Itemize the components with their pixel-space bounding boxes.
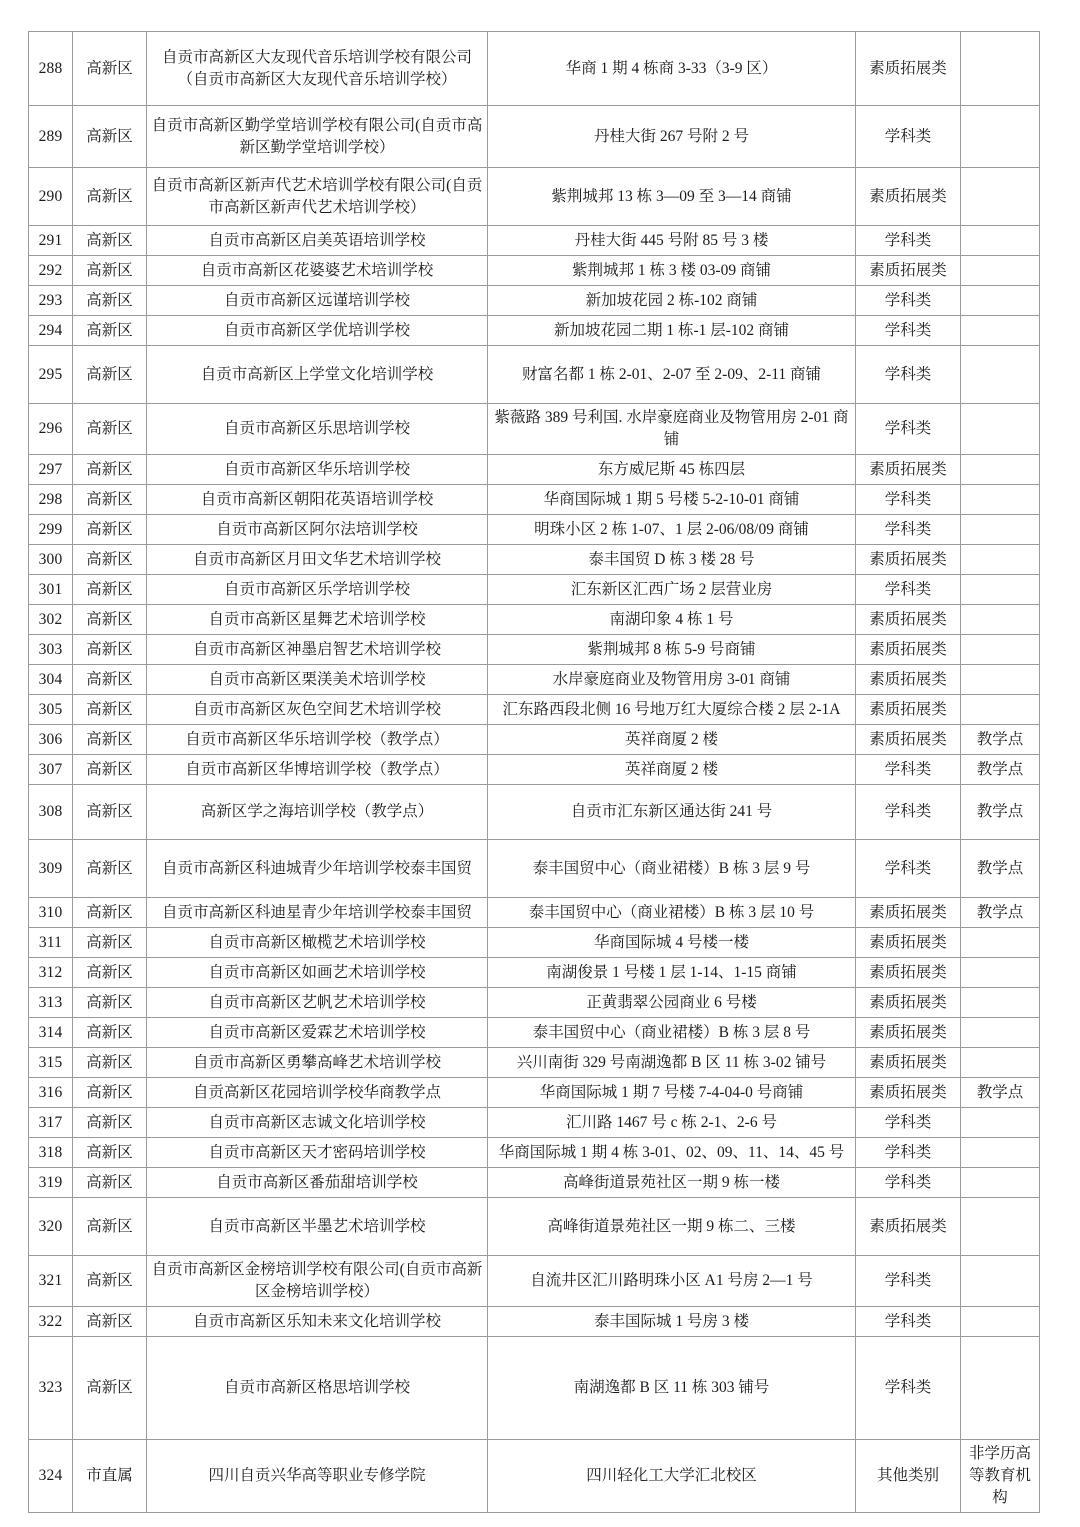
table-row (29, 785, 1040, 840)
row-category: 学科类 (856, 226, 961, 256)
row-school-name: 自贡市高新区橄榄艺术培训学校 (147, 928, 488, 958)
row-school-name: 自贡市高新区远谨培训学校 (147, 286, 488, 316)
row-category: 素质拓展类 (856, 635, 961, 665)
table-row (29, 545, 1040, 575)
table-row (29, 168, 1040, 226)
row-address: 水岸豪庭商业及物管用房 3-01 商铺 (488, 665, 856, 695)
row-district: 高新区 (73, 1168, 147, 1198)
row-school-name: 自贡市高新区阿尔法培训学校 (147, 515, 488, 545)
table-row (29, 226, 1040, 256)
row-note (961, 106, 1040, 168)
row-index: 301 (29, 575, 73, 605)
row-district: 高新区 (73, 575, 147, 605)
row-index: 324 (29, 1440, 73, 1513)
row-index: 299 (29, 515, 73, 545)
row-address: 泰丰国贸 D 栋 3 楼 28 号 (488, 545, 856, 575)
row-address: 紫薇路 389 号利国. 水岸豪庭商业及物管用房 2-01 商铺 (488, 404, 856, 455)
row-district: 高新区 (73, 106, 147, 168)
row-school-name: 自贡市高新区如画艺术培训学校 (147, 958, 488, 988)
row-index: 295 (29, 346, 73, 404)
row-address: 自流井区汇川路明珠小区 A1 号房 2—1 号 (488, 1256, 856, 1307)
row-school-name: 四川自贡兴华高等职业专修学院 (147, 1440, 488, 1513)
row-district: 高新区 (73, 785, 147, 840)
row-school-name: 自贡市高新区志诚文化培训学校 (147, 1108, 488, 1138)
row-district: 高新区 (73, 545, 147, 575)
row-address: 四川轻化工大学汇北校区 (488, 1440, 856, 1513)
row-school-name: 自贡市高新区大友现代音乐培训学校有限公司（自贡市高新区大友现代音乐培训学校） (147, 32, 488, 106)
row-category: 素质拓展类 (856, 1078, 961, 1108)
table-row (29, 928, 1040, 958)
row-index: 304 (29, 665, 73, 695)
row-address: 东方威尼斯 45 栋四层 (488, 455, 856, 485)
table-row (29, 485, 1040, 515)
row-note (961, 1018, 1040, 1048)
row-district: 高新区 (73, 1198, 147, 1256)
row-category: 素质拓展类 (856, 928, 961, 958)
row-category: 素质拓展类 (856, 605, 961, 635)
row-note (961, 665, 1040, 695)
table-row (29, 665, 1040, 695)
row-school-name: 自贡市高新区勇攀高峰艺术培训学校 (147, 1048, 488, 1078)
row-address: 华商国际城 1 期 7 号楼 7-4-04-0 号商铺 (488, 1078, 856, 1108)
row-district: 高新区 (73, 988, 147, 1018)
row-category: 学科类 (856, 1307, 961, 1337)
row-category: 素质拓展类 (856, 455, 961, 485)
row-index: 302 (29, 605, 73, 635)
row-note (961, 286, 1040, 316)
row-category: 学科类 (856, 404, 961, 455)
row-note (961, 958, 1040, 988)
row-district: 高新区 (73, 755, 147, 785)
table-row (29, 455, 1040, 485)
row-index: 298 (29, 485, 73, 515)
table-row (29, 695, 1040, 725)
row-note (961, 515, 1040, 545)
table-row (29, 316, 1040, 346)
row-index: 321 (29, 1256, 73, 1307)
table-row (29, 1078, 1040, 1108)
row-district: 高新区 (73, 1337, 147, 1440)
row-category: 学科类 (856, 1256, 961, 1307)
row-school-name: 自贡市高新区华乐培训学校 (147, 455, 488, 485)
row-index: 318 (29, 1138, 73, 1168)
row-school-name: 自贡市高新区月田文华艺术培训学校 (147, 545, 488, 575)
table-row (29, 575, 1040, 605)
row-district: 高新区 (73, 635, 147, 665)
table-row (29, 988, 1040, 1018)
row-address: 华商 1 期 4 栋商 3-33（3-9 区） (488, 32, 856, 106)
row-index: 290 (29, 168, 73, 226)
row-district: 高新区 (73, 958, 147, 988)
row-district: 高新区 (73, 1048, 147, 1078)
row-district: 高新区 (73, 1108, 147, 1138)
table-row (29, 32, 1040, 106)
row-index: 292 (29, 256, 73, 286)
row-district: 高新区 (73, 256, 147, 286)
row-index: 316 (29, 1078, 73, 1108)
row-school-name: 自贡市高新区格思培训学校 (147, 1337, 488, 1440)
row-note (961, 1138, 1040, 1168)
row-address: 华商国际城 1 期 4 栋 3-01、02、09、11、14、45 号 (488, 1138, 856, 1168)
table-row (29, 1138, 1040, 1168)
row-note (961, 1337, 1040, 1440)
row-address: 财富名都 1 栋 2-01、2-07 至 2-09、2-11 商铺 (488, 346, 856, 404)
row-address: 泰丰国贸中心（商业裙楼）B 栋 3 层 9 号 (488, 840, 856, 898)
row-district: 高新区 (73, 1078, 147, 1108)
row-index: 291 (29, 226, 73, 256)
row-category: 学科类 (856, 1108, 961, 1138)
row-note (961, 1048, 1040, 1078)
row-note (961, 1198, 1040, 1256)
row-category: 素质拓展类 (856, 988, 961, 1018)
row-address: 高峰街道景苑社区一期 9 栋二、三楼 (488, 1198, 856, 1256)
row-note (961, 404, 1040, 455)
row-category: 学科类 (856, 1138, 961, 1168)
row-category: 学科类 (856, 755, 961, 785)
row-note (961, 1108, 1040, 1138)
row-note: 教学点 (961, 725, 1040, 755)
row-index: 305 (29, 695, 73, 725)
row-note (961, 575, 1040, 605)
row-index: 317 (29, 1108, 73, 1138)
training-institution-table (28, 31, 1040, 1513)
table-row (29, 725, 1040, 755)
row-district: 高新区 (73, 725, 147, 755)
row-address: 高峰街道景苑社区一期 9 栋一楼 (488, 1168, 856, 1198)
row-note (961, 256, 1040, 286)
row-index: 310 (29, 898, 73, 928)
row-school-name: 自贡市高新区学优培训学校 (147, 316, 488, 346)
row-address: 英祥商厦 2 楼 (488, 755, 856, 785)
row-school-name: 自贡市高新区上学堂文化培训学校 (147, 346, 488, 404)
row-school-name: 自贡市高新区朝阳花英语培训学校 (147, 485, 488, 515)
row-school-name: 自贡高新区花园培训学校华商教学点 (147, 1078, 488, 1108)
row-note: 非学历高等教育机构 (961, 1440, 1040, 1513)
row-school-name: 自贡市高新区金榜培训学校有限公司(自贡市高新区金榜培训学校） (147, 1256, 488, 1307)
row-address: 华商国际城 1 期 5 号楼 5-2-10-01 商铺 (488, 485, 856, 515)
row-category: 学科类 (856, 575, 961, 605)
row-category: 学科类 (856, 485, 961, 515)
row-address: 紫荆城邦 1 栋 3 楼 03-09 商铺 (488, 256, 856, 286)
row-school-name: 自贡市高新区启美英语培训学校 (147, 226, 488, 256)
row-note (961, 32, 1040, 106)
row-index: 307 (29, 755, 73, 785)
row-district: 高新区 (73, 485, 147, 515)
row-school-name: 自贡市高新区半墨艺术培训学校 (147, 1198, 488, 1256)
row-address: 汇东新区汇西广场 2 层营业房 (488, 575, 856, 605)
row-district: 高新区 (73, 32, 147, 106)
row-district: 高新区 (73, 665, 147, 695)
row-index: 300 (29, 545, 73, 575)
row-category: 素质拓展类 (856, 1198, 961, 1256)
row-index: 294 (29, 316, 73, 346)
row-address: 新加坡花园 2 栋-102 商铺 (488, 286, 856, 316)
row-category: 素质拓展类 (856, 898, 961, 928)
row-note (961, 928, 1040, 958)
row-index: 288 (29, 32, 73, 106)
table-row (29, 898, 1040, 928)
row-category: 学科类 (856, 1337, 961, 1440)
row-category: 学科类 (856, 1168, 961, 1198)
row-category: 素质拓展类 (856, 168, 961, 226)
table-row (29, 605, 1040, 635)
row-district: 高新区 (73, 515, 147, 545)
row-district: 高新区 (73, 1307, 147, 1337)
row-address: 南湖印象 4 栋 1 号 (488, 605, 856, 635)
table-row (29, 1048, 1040, 1078)
row-category: 学科类 (856, 286, 961, 316)
table-row (29, 1307, 1040, 1337)
row-school-name: 高新区学之海培训学校（教学点） (147, 785, 488, 840)
row-school-name: 自贡市高新区乐学培训学校 (147, 575, 488, 605)
table-row (29, 635, 1040, 665)
row-category: 素质拓展类 (856, 695, 961, 725)
row-index: 315 (29, 1048, 73, 1078)
table-row (29, 346, 1040, 404)
row-note: 教学点 (961, 840, 1040, 898)
row-note (961, 316, 1040, 346)
row-address: 英祥商厦 2 楼 (488, 725, 856, 755)
row-district: 市直属 (73, 1440, 147, 1513)
row-school-name: 自贡市高新区栗渼美术培训学校 (147, 665, 488, 695)
row-school-name: 自贡市高新区乐知未来文化培训学校 (147, 1307, 488, 1337)
row-address: 紫荆城邦 8 栋 5-9 号商铺 (488, 635, 856, 665)
row-note (961, 455, 1040, 485)
table-row (29, 106, 1040, 168)
row-index: 323 (29, 1337, 73, 1440)
row-note (961, 988, 1040, 1018)
row-note: 教学点 (961, 1078, 1040, 1108)
row-note (961, 545, 1040, 575)
row-note: 教学点 (961, 898, 1040, 928)
row-school-name: 自贡市高新区天才密码培训学校 (147, 1138, 488, 1168)
row-address: 泰丰国贸中心（商业裙楼）B 栋 3 层 8 号 (488, 1018, 856, 1048)
row-district: 高新区 (73, 316, 147, 346)
row-address: 明珠小区 2 栋 1-07、1 层 2-06/08/09 商铺 (488, 515, 856, 545)
row-category: 学科类 (856, 346, 961, 404)
row-address: 泰丰国贸中心（商业裙楼）B 栋 3 层 10 号 (488, 898, 856, 928)
table-row (29, 840, 1040, 898)
row-address: 汇川路 1467 号 c 栋 2-1、2-6 号 (488, 1108, 856, 1138)
row-district: 高新区 (73, 1138, 147, 1168)
row-school-name: 自贡市高新区华乐培训学校（教学点） (147, 725, 488, 755)
row-category: 其他类别 (856, 1440, 961, 1513)
row-district: 高新区 (73, 1256, 147, 1307)
row-address: 汇东路西段北侧 16 号地万红大厦综合楼 2 层 2-1A (488, 695, 856, 725)
row-district: 高新区 (73, 404, 147, 455)
row-district: 高新区 (73, 928, 147, 958)
row-address: 南湖俊景 1 号楼 1 层 1-14、1-15 商铺 (488, 958, 856, 988)
row-school-name: 自贡市高新区灰色空间艺术培训学校 (147, 695, 488, 725)
row-district: 高新区 (73, 840, 147, 898)
row-note (961, 346, 1040, 404)
row-note (961, 695, 1040, 725)
table-row (29, 958, 1040, 988)
row-category: 学科类 (856, 785, 961, 840)
row-note (961, 605, 1040, 635)
row-index: 293 (29, 286, 73, 316)
table-row (29, 1440, 1040, 1513)
row-index: 311 (29, 928, 73, 958)
row-note (961, 1307, 1040, 1337)
row-district: 高新区 (73, 226, 147, 256)
row-index: 309 (29, 840, 73, 898)
row-address: 华商国际城 4 号楼一楼 (488, 928, 856, 958)
table-row (29, 1198, 1040, 1256)
table-row (29, 256, 1040, 286)
row-category: 学科类 (856, 106, 961, 168)
row-index: 303 (29, 635, 73, 665)
table-row (29, 286, 1040, 316)
row-index: 308 (29, 785, 73, 840)
row-district: 高新区 (73, 605, 147, 635)
row-category: 素质拓展类 (856, 32, 961, 106)
row-school-name: 自贡市高新区艺帆艺术培训学校 (147, 988, 488, 1018)
row-address: 自贡市汇东新区通达街 241 号 (488, 785, 856, 840)
row-district: 高新区 (73, 695, 147, 725)
row-school-name: 自贡市高新区爱霖艺术培训学校 (147, 1018, 488, 1048)
row-school-name: 自贡市高新区华博培训学校（教学点） (147, 755, 488, 785)
table-row (29, 1256, 1040, 1307)
row-index: 297 (29, 455, 73, 485)
row-school-name: 自贡市高新区星舞艺术培训学校 (147, 605, 488, 635)
row-district: 高新区 (73, 286, 147, 316)
row-district: 高新区 (73, 1018, 147, 1048)
table-row (29, 1018, 1040, 1048)
row-index: 296 (29, 404, 73, 455)
row-category: 素质拓展类 (856, 725, 961, 755)
row-index: 319 (29, 1168, 73, 1198)
row-note (961, 1168, 1040, 1198)
row-index: 314 (29, 1018, 73, 1048)
row-address: 泰丰国际城 1 号房 3 楼 (488, 1307, 856, 1337)
row-category: 学科类 (856, 840, 961, 898)
row-category: 素质拓展类 (856, 665, 961, 695)
row-note: 教学点 (961, 785, 1040, 840)
row-note (961, 1256, 1040, 1307)
row-address: 南湖逸都 B 区 11 栋 303 铺号 (488, 1337, 856, 1440)
table-row (29, 404, 1040, 455)
row-note (961, 635, 1040, 665)
row-school-name: 自贡市高新区科迪星青少年培训学校泰丰国贸 (147, 898, 488, 928)
row-index: 289 (29, 106, 73, 168)
row-index: 306 (29, 725, 73, 755)
row-note (961, 168, 1040, 226)
table-row (29, 1337, 1040, 1440)
row-index: 322 (29, 1307, 73, 1337)
table-row (29, 515, 1040, 545)
row-note (961, 226, 1040, 256)
row-address: 新加坡花园二期 1 栋-1 层-102 商铺 (488, 316, 856, 346)
row-index: 313 (29, 988, 73, 1018)
row-school-name: 自贡市高新区科迪城青少年培训学校泰丰国贸 (147, 840, 488, 898)
row-index: 320 (29, 1198, 73, 1256)
row-category: 素质拓展类 (856, 1018, 961, 1048)
table-row (29, 1108, 1040, 1138)
row-school-name: 自贡市高新区勤学堂培训学校有限公司(自贡市高新区勤学堂培训学校） (147, 106, 488, 168)
table-row (29, 1168, 1040, 1198)
row-district: 高新区 (73, 168, 147, 226)
row-category: 素质拓展类 (856, 545, 961, 575)
row-address: 正黄翡翠公园商业 6 号楼 (488, 988, 856, 1018)
row-category: 学科类 (856, 515, 961, 545)
row-note (961, 485, 1040, 515)
registry-table-sheet (28, 31, 1039, 1513)
table-body (29, 32, 1040, 1513)
row-school-name: 自贡市高新区花婆婆艺术培训学校 (147, 256, 488, 286)
row-note: 教学点 (961, 755, 1040, 785)
table-row (29, 755, 1040, 785)
row-school-name: 自贡市高新区新声代艺术培训学校有限公司(自贡市高新区新声代艺术培训学校） (147, 168, 488, 226)
row-category: 素质拓展类 (856, 256, 961, 286)
row-category: 素质拓展类 (856, 958, 961, 988)
row-district: 高新区 (73, 898, 147, 928)
row-school-name: 自贡市高新区番茄甜培训学校 (147, 1168, 488, 1198)
row-address: 丹桂大街 267 号附 2 号 (488, 106, 856, 168)
row-school-name: 自贡市高新区乐思培训学校 (147, 404, 488, 455)
row-index: 312 (29, 958, 73, 988)
row-address: 兴川南街 329 号南湖逸都 B 区 11 栋 3-02 铺号 (488, 1048, 856, 1078)
row-school-name: 自贡市高新区神墨启智艺术培训学校 (147, 635, 488, 665)
row-category: 素质拓展类 (856, 1048, 961, 1078)
row-address: 紫荆城邦 13 栋 3—09 至 3—14 商铺 (488, 168, 856, 226)
row-district: 高新区 (73, 455, 147, 485)
row-category: 学科类 (856, 316, 961, 346)
row-address: 丹桂大街 445 号附 85 号 3 楼 (488, 226, 856, 256)
row-district: 高新区 (73, 346, 147, 404)
